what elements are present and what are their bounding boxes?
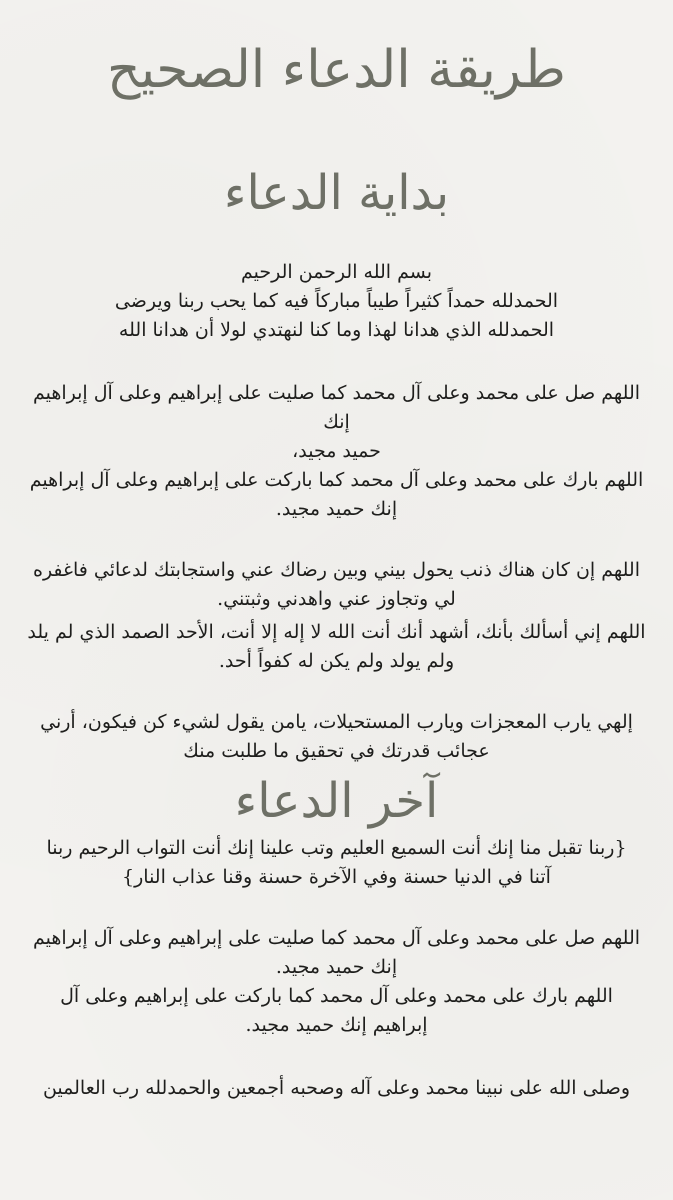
salawat-1-line-2: حميد مجيد، — [292, 440, 381, 462]
closing-verse-paragraph — [18, 834, 655, 892]
request-1-line-1: اللهم إن كان هناك ذنب يحول بيني وبين رضاك عني واستجابتك لدعائي فاغفره — [32, 559, 641, 581]
salawat-2-line-4: إبراهيم إنك حميد مجيد. — [245, 1014, 428, 1036]
salawat-1-line-1: اللهم صل على محمد وعلى آل محمد كما صليت على إبراهيم وعلى آل إبراهيم إنك — [32, 382, 641, 433]
request-2-line-2: ولم يولد ولم يكن له كفواً أحد. — [218, 650, 455, 672]
salawat-2-line-1: اللهم صل على محمد وعلى آل محمد كما صليت على إبراهيم وعلى آل إبراهيم — [32, 927, 641, 949]
request-paragraph-3 — [18, 708, 655, 766]
request-2-line-1: اللهم إني أسألك بأنك، أشهد أنك أنت الله لا إله إلا أنت، الأحد الصمد الذي لم يلد — [27, 621, 646, 643]
hamd-line-2: الحمدلله الذي هدانا لهذا وما كنا لنهتدي لولا أن هدانا الله — [118, 319, 555, 341]
basmala-line: بسم الله الرحمن الرحيم — [241, 261, 432, 283]
request-3-line-1: إلهي يارب المعجزات ويارب المستحيلات، يامن يقول لشيء كن فيكون، أرني — [40, 711, 633, 733]
request-3-line-2: عجائب قدرتك في تحقيق ما طلبت منك — [183, 740, 490, 762]
salawat-paragraph-2 — [18, 924, 655, 1040]
section-title-begin: بداية الدعاء — [223, 165, 450, 221]
final-paragraph — [18, 1074, 655, 1103]
request-paragraph-2 — [18, 618, 655, 676]
salawat-1-line-4: إنك حميد مجيد. — [275, 498, 398, 520]
final-line: وصلى الله على نبينا محمد وعلى آله وصحبه أجمعين والحمدلله رب العالمين — [42, 1077, 631, 1099]
request-1-line-2: لي وتجاوز عني واهدني وثبتني. — [217, 588, 456, 610]
salawat-2-line-2: إنك حميد مجيد. — [275, 956, 398, 978]
salawat-2-line-3: اللهم بارك على محمد وعلى آل محمد كما باركت على إبراهيم وعلى آل — [60, 985, 613, 1007]
salawat-paragraph-1 — [18, 379, 655, 524]
closing-verse-line-2: آتنا في الدنيا حسنة وفي الآخرة حسنة وقنا عذاب النار} — [122, 866, 551, 888]
section-title-end: آخر الدعاء — [234, 773, 439, 829]
hamd-line-1: الحمدلله حمداً كثيراً طيباً مباركاً فيه كما يحب ربنا ويرضى — [114, 290, 559, 312]
opening-paragraph — [18, 258, 655, 345]
page-title: طريقة الدعاء الصحيح — [107, 40, 566, 100]
request-paragraph-1 — [18, 556, 655, 614]
salawat-1-line-3: اللهم بارك على محمد وعلى آل محمد كما باركت على إبراهيم وعلى آل إبراهيم — [29, 469, 644, 491]
closing-verse-line-1: {ربنا تقبل منا إنك أنت السميع العليم وتب علينا إنك أنت التواب الرحيم ربنا — [46, 837, 627, 859]
